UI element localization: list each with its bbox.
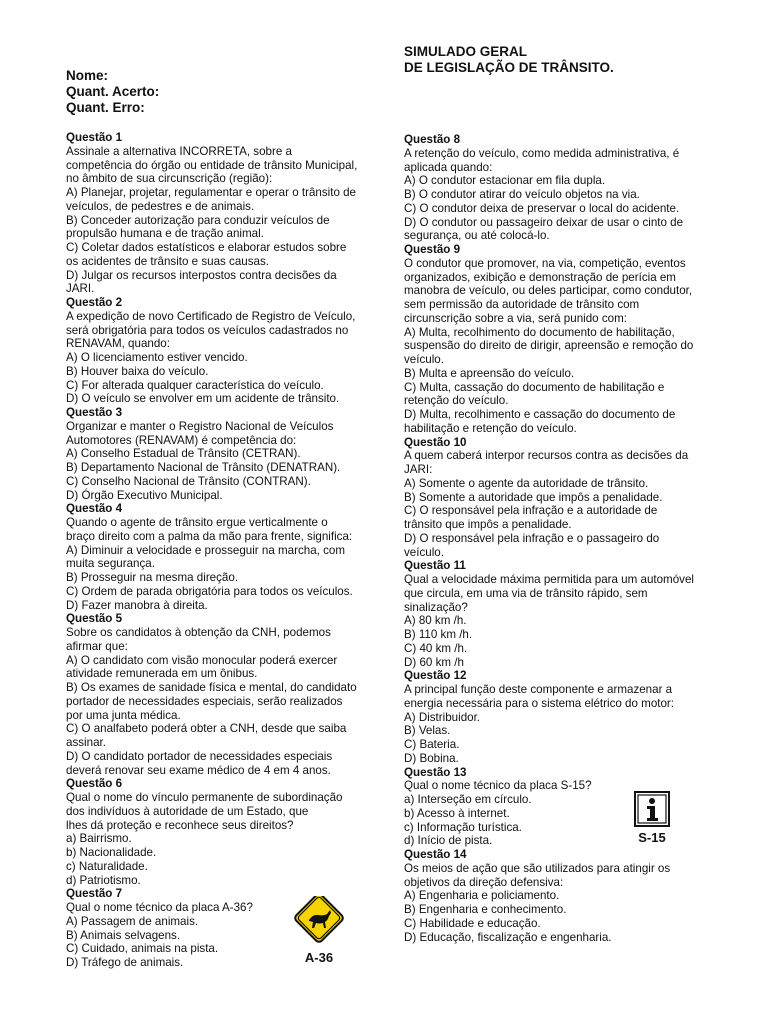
question-title: Questão 3 bbox=[66, 406, 123, 419]
question-line: B) Velas. bbox=[404, 724, 451, 738]
question-line: objetivos da direção defensiva: bbox=[404, 875, 564, 889]
simulado-title bbox=[404, 44, 614, 76]
question-title: Questão 9 bbox=[404, 243, 461, 256]
question-title: Questão 4 bbox=[66, 502, 123, 516]
question-line: RENAVAM, quando: bbox=[66, 337, 170, 351]
information-icon bbox=[631, 790, 673, 848]
question-line: assinar. bbox=[66, 736, 106, 749]
question-line: B) Departamento Nacional de Trânsito (DENATRAN). bbox=[66, 461, 341, 474]
question-4 bbox=[66, 502, 372, 612]
question-line: B) Os exames de sanidade física e mental, do candidato bbox=[66, 681, 357, 694]
wrong-count-label: Quant. Erro: bbox=[66, 100, 145, 115]
question-6 bbox=[66, 777, 372, 887]
question-line: D) O candidato portador de necessidades especiais bbox=[66, 749, 333, 763]
question-line: a) Bairrismo. bbox=[66, 832, 132, 846]
question-line: A) O condutor estacionar em fila dupla. bbox=[404, 174, 606, 188]
question-text: Qual o nome do vínculo permanente de subordinação bbox=[66, 791, 343, 804]
question-line: B) O condutor atirar do veículo objetos na via. bbox=[404, 188, 640, 201]
question-line: veículos, de pedestres e de animais. bbox=[66, 199, 255, 213]
question-line: C) 40 km /h. bbox=[404, 641, 468, 655]
question-title: Questão 10 bbox=[404, 435, 467, 449]
question-14 bbox=[404, 848, 694, 944]
question-line: organizados, exibição e demonstração de perícia em bbox=[404, 270, 676, 284]
question-line: trânsito que impôs a penalidade. bbox=[404, 518, 572, 531]
question-line: D) O condutor ou passageiro deixar de usar o cinto de bbox=[404, 215, 684, 229]
question-text: Organizar e manter o Registro Nacional de Veículos bbox=[66, 419, 334, 433]
header-fields bbox=[66, 68, 159, 116]
question-8 bbox=[404, 133, 694, 243]
question-line: D) Julgar os recursos interpostos contra decisões da bbox=[66, 268, 337, 282]
question-1 bbox=[66, 131, 372, 296]
question-line: circunscrição sobre a via, será punido com: bbox=[404, 311, 627, 325]
question-5 bbox=[66, 612, 372, 777]
question-11 bbox=[404, 559, 694, 669]
question-title: Questão 7 bbox=[66, 887, 123, 901]
question-line: C) O condutor deixa de preservar o local do acidente. bbox=[404, 201, 680, 215]
question-line: dos indivíduos à autoridade de um Estado, que bbox=[66, 804, 309, 818]
question-text: A retenção do veículo, como medida administrativa, é bbox=[404, 146, 680, 160]
animal-crossing-warning-icon bbox=[293, 896, 345, 968]
question-line: D) 60 km /h bbox=[404, 655, 464, 669]
question-10 bbox=[404, 436, 694, 560]
question-title: Questão 12 bbox=[404, 669, 467, 683]
question-line: B) Multa e apreensão do veículo. bbox=[404, 366, 575, 380]
question-text: Sobre os candidatos à obtenção da CNH, podemos bbox=[66, 626, 331, 639]
question-title: Questão 14 bbox=[404, 848, 467, 861]
question-text: A principal função deste componente e armazenar a bbox=[404, 683, 673, 696]
question-line: C) O analfabeto poderá obter a CNH, desde que saiba bbox=[66, 722, 347, 736]
question-line: que circula, em uma via de trânsito rápido, sem bbox=[404, 586, 648, 600]
question-line: A) Passagem de animais. bbox=[66, 914, 199, 928]
correct-count-label: Quant. Acerto: bbox=[66, 84, 160, 99]
title-line-1: SIMULADO GERAL bbox=[404, 44, 527, 59]
question-title: Questão 11 bbox=[404, 559, 466, 573]
question-line: A) Conselho Estadual de Trânsito (CETRAN). bbox=[66, 447, 301, 461]
question-line: D) Fazer manobra à direita. bbox=[66, 598, 208, 612]
question-title: Questão 1 bbox=[66, 131, 123, 144]
question-line: D) Educação, fiscalização e engenharia. bbox=[404, 930, 612, 944]
question-line: portador de necessidades especiais, serão realizados bbox=[66, 694, 343, 708]
name-field-label: Nome: bbox=[66, 68, 109, 83]
question-line: suspensão do direito de dirigir, apreensão e remoção do bbox=[404, 339, 694, 353]
question-line: Automotores (RENAVAM) é competência do: bbox=[66, 433, 297, 447]
question-line: no âmbito de sua circunscrição (região): bbox=[66, 172, 273, 186]
question-9 bbox=[404, 243, 694, 436]
question-line: B) Animais selvagens. bbox=[66, 928, 181, 942]
question-line: d) Patriotismo. bbox=[66, 873, 141, 887]
question-title: Questão 5 bbox=[66, 612, 123, 626]
question-line: C) Multa, cassação do documento de habilitação e bbox=[404, 380, 665, 394]
question-text: Qual a velocidade máxima permitida para um automóvel bbox=[404, 573, 694, 586]
question-line: afirmar que: bbox=[66, 639, 128, 653]
question-title: Questão 8 bbox=[404, 133, 461, 146]
question-line: aplicada quando: bbox=[404, 160, 493, 174]
question-text: Assinale a alternativa INCORRETA, sobre a bbox=[66, 144, 292, 158]
question-line: veículo. bbox=[404, 545, 444, 559]
question-line: A) Diminuir a velocidade e prosseguir na marcha, com bbox=[66, 543, 346, 557]
question-line: C) O responsável pela infração e a autoridade de bbox=[404, 504, 658, 518]
question-line: D) Multa, recolhimento e cassação do documento de bbox=[404, 408, 676, 421]
question-line: atividade remunerada em um ônibus. bbox=[66, 667, 258, 681]
question-line: C) Conselho Nacional de Trânsito (CONTRAN). bbox=[66, 474, 311, 488]
question-line: A) Somente o agente da autoridade de trânsito. bbox=[404, 476, 649, 490]
question-line: A) Planejar, projetar, regulamentar e operar o trânsito de bbox=[66, 186, 357, 199]
question-2 bbox=[66, 296, 372, 406]
left-column bbox=[66, 131, 372, 970]
title-line-2: DE LEGISLAÇÃO DE TRÂNSITO. bbox=[404, 60, 614, 75]
question-line: A) O licenciamento estiver vencido. bbox=[66, 351, 248, 364]
question-line: deverá renovar seu exame médico de 4 em 4 anos. bbox=[66, 763, 331, 777]
question-line: C) Ordem de parada obrigatória para todos os veículos. bbox=[66, 584, 353, 598]
question-line: braço direito com a palma da mão para frente, significa: bbox=[66, 529, 353, 543]
question-line: B) Houver baixa do veículo. bbox=[66, 364, 209, 378]
question-line: c) Informação turística. bbox=[404, 820, 522, 834]
question-line: A) O candidato com visão monocular poderá exercer bbox=[66, 653, 338, 667]
question-line: B) Prosseguir na mesma direção. bbox=[66, 571, 239, 584]
question-line: B) Somente a autoridade que impôs a penalidade. bbox=[404, 490, 663, 504]
question-line: JARI. bbox=[66, 282, 95, 296]
question-text: A expedição de novo Certificado de Registro de Veículo, bbox=[66, 309, 356, 323]
question-line: competência do órgão ou entidade de trânsito Municipal, bbox=[66, 158, 358, 172]
question-line: C) For alterada qualquer característica do veículo. bbox=[66, 378, 324, 392]
sign-a36-label: A-36 bbox=[304, 950, 334, 965]
question-line: C) Coletar dados estatísticos e elaborar estudos sobre bbox=[66, 241, 347, 254]
question-line: C) Cuidado, animais na pista. bbox=[66, 942, 219, 956]
question-line: A) 80 km /h. bbox=[404, 614, 467, 628]
question-line: por uma junta médica. bbox=[66, 708, 181, 722]
question-3 bbox=[66, 406, 372, 502]
question-line: a) Interseção em círculo. bbox=[404, 793, 532, 806]
question-12 bbox=[404, 669, 694, 765]
question-line: os acidentes de trânsito e suas causas. bbox=[66, 254, 270, 268]
question-line: b) Nacionalidade. bbox=[66, 846, 157, 859]
question-text: O condutor que promover, na via, competição, eventos bbox=[404, 256, 686, 270]
question-text: Os meios de ação que são utilizados para atingir os bbox=[404, 861, 671, 875]
question-line: D) O veículo se envolver em um acidente de trânsito. bbox=[66, 392, 340, 406]
question-line: A) Engenharia e policiamento. bbox=[404, 889, 560, 903]
question-line: JARI: bbox=[404, 463, 433, 476]
sign-s15 bbox=[631, 790, 673, 848]
question-title: Questão 2 bbox=[66, 296, 123, 309]
question-line: A) Multa, recolhimento do documento de habilitação, bbox=[404, 325, 675, 339]
question-line: B) 110 km /h. bbox=[404, 628, 473, 641]
question-line: B) Conceder autorização para conduzir veículos de bbox=[66, 213, 330, 227]
question-line: lhes dá proteção e reconhece seus direitos? bbox=[66, 818, 294, 832]
question-line: habilitação e retenção do veículo. bbox=[404, 421, 577, 435]
question-line: energia necessária para o sistema elétrico do motor: bbox=[404, 696, 675, 710]
question-line: B) Engenharia e conhecimento. bbox=[404, 903, 567, 916]
question-line: manobra de veículo, ou deles participar, como condutor, bbox=[404, 284, 693, 298]
question-title: Questão 13 bbox=[404, 765, 467, 779]
question-line: A) Distribuidor. bbox=[404, 710, 481, 724]
question-line: retenção do veículo. bbox=[404, 394, 509, 408]
question-line: será obrigatória para todos os veículos cadastrados no bbox=[66, 323, 349, 337]
question-line: muita segurança. bbox=[66, 557, 155, 571]
question-line: veículo. bbox=[404, 353, 444, 366]
question-text: Quando o agente de trânsito ergue verticalmente o bbox=[66, 516, 328, 529]
question-title: Questão 6 bbox=[66, 777, 123, 791]
question-line: c) Naturalidade. bbox=[66, 859, 148, 873]
question-line: b) Acesso à internet. bbox=[404, 806, 510, 820]
question-line: D) Tráfego de animais. bbox=[66, 956, 184, 969]
sign-s15-label: S-15 bbox=[638, 830, 666, 845]
question-line: segurança, ou até colocá-lo. bbox=[404, 229, 550, 243]
question-line: propulsão humana e de tração animal. bbox=[66, 227, 264, 241]
question-line: D) O responsável pela infração e o passageiro do bbox=[404, 531, 660, 545]
question-line: sinalização? bbox=[404, 600, 468, 614]
question-line: C) Habilidade e educação. bbox=[404, 916, 541, 930]
question-line: sem permissão da autoridade de trânsito com bbox=[404, 298, 640, 311]
question-line: D) Bobina. bbox=[404, 751, 459, 765]
question-line: d) Início de pista. bbox=[404, 834, 493, 848]
question-text: Qual o nome técnico da placa A-36? bbox=[66, 901, 253, 914]
question-line: D) Órgão Executivo Municipal. bbox=[66, 488, 223, 502]
sign-a36 bbox=[293, 896, 345, 968]
question-text: A quem caberá interpor recursos contra as decisões da bbox=[404, 449, 689, 463]
question-text: Qual o nome técnico da placa S-15? bbox=[404, 779, 592, 793]
question-line: C) Bateria. bbox=[404, 738, 460, 751]
